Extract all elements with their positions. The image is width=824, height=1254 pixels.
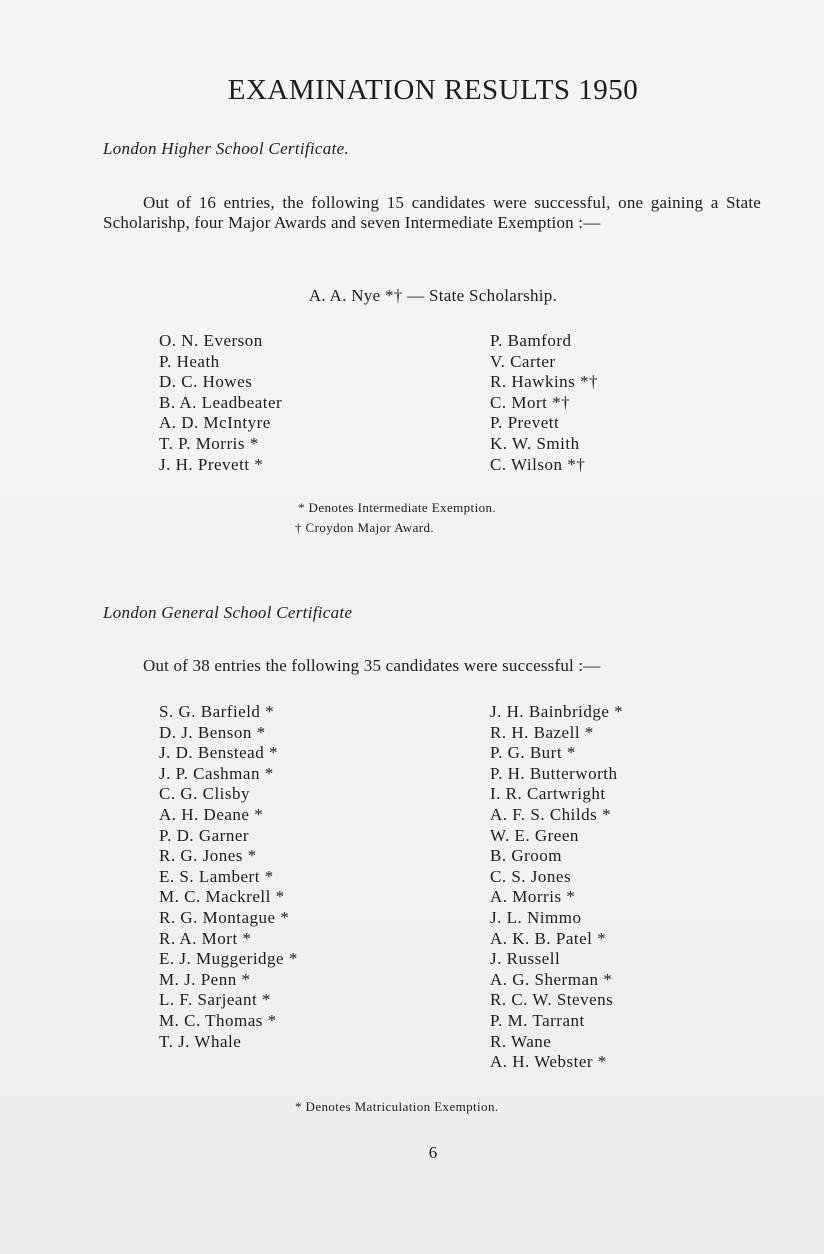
candidate-name: R. Wane: [490, 1031, 552, 1051]
higher-right-list: [490, 331, 598, 475]
general-left-list: [159, 702, 298, 1052]
candidate-name: J. Russell: [490, 949, 561, 969]
general-certificate-heading: London General School Certificate: [103, 603, 353, 622]
candidate-name: R. C. W. Stevens: [490, 990, 614, 1010]
candidate-name: A. F. S. Childs *: [490, 804, 611, 824]
candidate-name: A. H. Deane *: [159, 804, 264, 824]
candidate-name: J. H. Bainbridge *: [490, 702, 624, 721]
major-award-note: † Croydon Major Award.: [295, 520, 435, 535]
higher-left-list: [159, 331, 282, 475]
candidate-name: L. F. Sarjeant *: [159, 990, 271, 1010]
scholarship-line: A. A. Nye *† — State Scholarship.: [308, 286, 558, 305]
candidate-name: R. G. Jones *: [159, 846, 257, 866]
candidate-name: R. Hawkins *†: [490, 372, 599, 392]
candidate-name: O. N. Everson: [159, 331, 263, 350]
candidate-name: J. D. Benstead *: [159, 743, 278, 763]
candidate-name: P. Prevett: [490, 413, 560, 433]
candidate-name: S. G. Barfield *: [159, 702, 275, 721]
candidate-name: T. P. Morris *: [159, 433, 259, 453]
candidate-name: C. G. Clisby: [159, 784, 251, 804]
candidate-name: P. Bamford: [490, 331, 572, 350]
candidate-name: J. P. Cashman *: [159, 763, 274, 783]
candidate-name: A. Morris *: [490, 887, 576, 907]
candidate-name: E. S. Lambert *: [159, 866, 274, 886]
candidate-name: D. C. Howes: [159, 372, 253, 392]
candidate-name: I. R. Cartwright: [490, 784, 606, 804]
candidate-name: A. G. Sherman *: [490, 969, 613, 989]
candidate-name: C. Wilson *†: [490, 454, 586, 474]
candidate-name: M. C. Thomas *: [159, 1010, 277, 1030]
candidate-name: R. A. Mort *: [159, 928, 252, 948]
matriculation-exemption-note: * Denotes Matriculation Exemption.: [295, 1099, 499, 1114]
candidate-name: T. J. Whale: [159, 1031, 242, 1051]
higher-intro-paragraph: [103, 193, 761, 233]
candidate-name: A. H. Webster *: [490, 1052, 607, 1072]
page-number: 6: [428, 1143, 438, 1162]
candidate-name: R. G. Montague *: [159, 907, 290, 927]
candidate-name: M. C. Mackrell *: [159, 887, 285, 907]
candidate-name: K. W. Smith: [490, 433, 580, 453]
higher-certificate-heading: London Higher School Certificate.: [103, 139, 349, 158]
candidate-name: P. D. Garner: [159, 825, 250, 845]
candidate-name: J. H. Prevett *: [159, 454, 264, 474]
candidate-name: M. J. Penn *: [159, 969, 251, 989]
candidate-name: C. Mort *†: [490, 392, 571, 412]
page-title: EXAMINATION RESULTS 1950: [227, 74, 639, 106]
general-intro-paragraph: Out of 38 entries the following 35 candidates were successful :—: [143, 656, 601, 675]
candidate-name: P. M. Tarrant: [490, 1010, 585, 1030]
candidate-name: B. Groom: [490, 846, 562, 866]
candidate-name: W. E. Green: [490, 825, 579, 845]
candidate-name: V. Carter: [490, 351, 556, 371]
general-right-list: [490, 702, 623, 1073]
candidate-name: B. A. Leadbeater: [159, 392, 283, 412]
candidate-name: P. H. Butterworth: [490, 763, 618, 783]
candidate-name: E. J. Muggeridge *: [159, 949, 298, 969]
candidate-name: P. G. Burt *: [490, 743, 576, 763]
candidate-name: R. H. Bazell *: [490, 722, 594, 742]
intermediate-exemption-note: * Denotes Intermediate Exemption.: [298, 500, 497, 515]
candidate-name: D. J. Benson *: [159, 722, 266, 742]
higher-intro-text: Out of 16 entries, the following 15 candidates were successful, one gaining a State Scholarishp, four Major Awards and seven Intermediate Exemption :—: [103, 193, 761, 232]
candidate-name: J. L. Nimmo: [490, 907, 582, 927]
candidate-name: P. Heath: [159, 351, 220, 371]
candidate-name: A. K. B. Patel *: [490, 928, 607, 948]
candidate-name: C. S. Jones: [490, 866, 572, 886]
candidate-name: A. D. McIntyre: [159, 413, 271, 433]
